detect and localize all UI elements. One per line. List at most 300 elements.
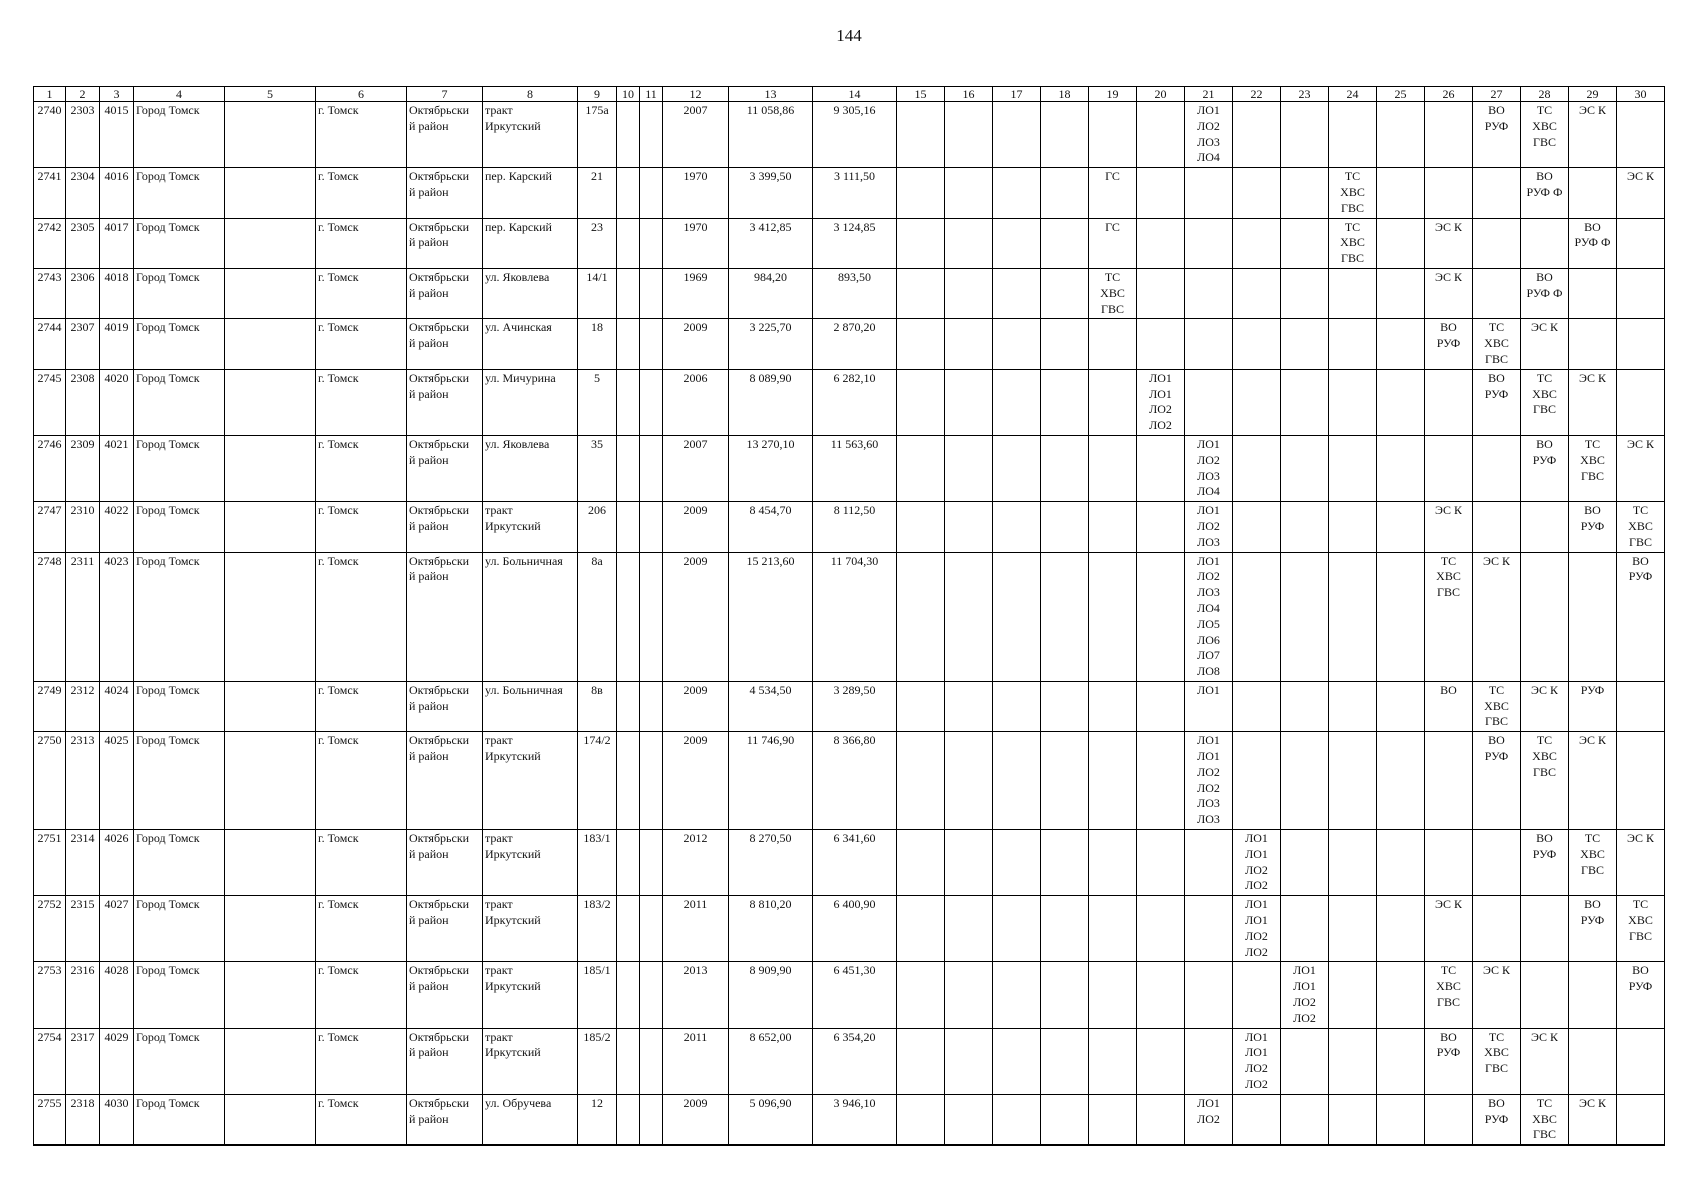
cell-house-number: 185/1 xyxy=(578,962,617,1028)
column-header: 28 xyxy=(1521,87,1569,102)
cell-municipality: Город Томск xyxy=(134,319,225,369)
column-number-header xyxy=(34,87,1665,102)
cell-record-id: 2309 xyxy=(66,435,100,501)
cell-col-19 xyxy=(1089,102,1137,168)
cell-col-22 xyxy=(1233,552,1281,681)
cell-col-22 xyxy=(1233,962,1281,1028)
cell-house-number: 21 xyxy=(578,168,617,218)
cell-object-id: 4023 xyxy=(100,552,134,681)
cell-col-30: ТС ХВС ГВС xyxy=(1617,502,1665,552)
cell-col-24 xyxy=(1329,1028,1377,1094)
cell-col-18 xyxy=(1041,218,1089,268)
cell-col-27: ВО РУФ xyxy=(1473,369,1521,435)
cell-house-number: 174/2 xyxy=(578,732,617,830)
cell-col-11 xyxy=(640,830,663,896)
cell-col-24 xyxy=(1329,962,1377,1028)
column-header: 20 xyxy=(1137,87,1185,102)
cell-col-15 xyxy=(897,369,945,435)
cell-col-23 xyxy=(1281,896,1329,962)
cell-municipality: Город Томск xyxy=(134,962,225,1028)
cell-col-18 xyxy=(1041,732,1089,830)
cell-col-26 xyxy=(1425,435,1473,501)
cell-col-21 xyxy=(1185,268,1233,318)
cell-col-18 xyxy=(1041,168,1089,218)
cell-total-area: 11 746,90 xyxy=(729,732,813,830)
cell-col-21 xyxy=(1185,896,1233,962)
cell-settlement-type xyxy=(225,102,316,168)
cell-col-17 xyxy=(993,435,1041,501)
cell-total-area: 8 454,70 xyxy=(729,502,813,552)
cell-locality: г. Томск xyxy=(316,435,407,501)
cell-house-number: 8а xyxy=(578,552,617,681)
cell-house-number: 23 xyxy=(578,218,617,268)
cell-col-27: ТС ХВС ГВС xyxy=(1473,1028,1521,1094)
cell-street: ул. Больничная xyxy=(483,681,578,731)
cell-municipality: Город Томск xyxy=(134,268,225,318)
cell-col-24 xyxy=(1329,830,1377,896)
cell-house-number: 35 xyxy=(578,435,617,501)
cell-year-built: 2006 xyxy=(663,369,729,435)
cell-col-27: ВО РУФ xyxy=(1473,732,1521,830)
cell-col-30: ВО РУФ xyxy=(1617,962,1665,1028)
cell-object-id: 4027 xyxy=(100,896,134,962)
column-header: 18 xyxy=(1041,87,1089,102)
cell-col-15 xyxy=(897,962,945,1028)
cell-object-id: 4018 xyxy=(100,268,134,318)
cell-col-24 xyxy=(1329,896,1377,962)
cell-col-25 xyxy=(1377,369,1425,435)
cell-col-20 xyxy=(1137,1094,1185,1145)
cell-year-built: 1970 xyxy=(663,218,729,268)
cell-col-15 xyxy=(897,168,945,218)
cell-col-16 xyxy=(945,319,993,369)
cell-col-27 xyxy=(1473,218,1521,268)
cell-col-24 xyxy=(1329,681,1377,731)
cell-total-area: 984,20 xyxy=(729,268,813,318)
cell-col-16 xyxy=(945,896,993,962)
cell-settlement-type xyxy=(225,552,316,681)
cell-col-24 xyxy=(1329,552,1377,681)
cell-col-15 xyxy=(897,732,945,830)
cell-col-17 xyxy=(993,102,1041,168)
cell-col-24: ТС ХВС ГВС xyxy=(1329,168,1377,218)
cell-municipality: Город Томск xyxy=(134,435,225,501)
cell-col-18 xyxy=(1041,830,1089,896)
cell-col-23 xyxy=(1281,502,1329,552)
cell-col-20 xyxy=(1137,552,1185,681)
column-header: 1 xyxy=(34,87,66,102)
cell-settlement-type xyxy=(225,1094,316,1145)
cell-col-30 xyxy=(1617,732,1665,830)
cell-col-11 xyxy=(640,502,663,552)
cell-col-10 xyxy=(617,102,640,168)
cell-col-27: ЭС К xyxy=(1473,962,1521,1028)
column-header: 29 xyxy=(1569,87,1617,102)
cell-col-26: ТС ХВС ГВС xyxy=(1425,552,1473,681)
column-header: 14 xyxy=(813,87,897,102)
cell-locality: г. Томск xyxy=(316,319,407,369)
cell-house-number: 12 xyxy=(578,1094,617,1145)
cell-col-29: ВО РУФ Ф xyxy=(1569,218,1617,268)
cell-col-10 xyxy=(617,552,640,681)
cell-col-21 xyxy=(1185,830,1233,896)
cell-record-id: 2305 xyxy=(66,218,100,268)
cell-col-11 xyxy=(640,435,663,501)
cell-col-22 xyxy=(1233,218,1281,268)
cell-record-id: 2311 xyxy=(66,552,100,681)
cell-street: ул. Больничная xyxy=(483,552,578,681)
cell-col-11 xyxy=(640,681,663,731)
table-row xyxy=(34,552,1665,681)
cell-col-28 xyxy=(1521,502,1569,552)
cell-col-26: ЭС К xyxy=(1425,896,1473,962)
cell-street: тракт Иркутский xyxy=(483,962,578,1028)
cell-object-id: 4015 xyxy=(100,102,134,168)
cell-col-19 xyxy=(1089,502,1137,552)
cell-col-20 xyxy=(1137,102,1185,168)
column-header: 23 xyxy=(1281,87,1329,102)
cell-municipality: Город Томск xyxy=(134,896,225,962)
cell-locality: г. Томск xyxy=(316,896,407,962)
cell-col-26 xyxy=(1425,168,1473,218)
column-header: 21 xyxy=(1185,87,1233,102)
cell-col-11 xyxy=(640,732,663,830)
cell-col-10 xyxy=(617,1028,640,1094)
cell-total-area: 15 213,60 xyxy=(729,552,813,681)
cell-col-22 xyxy=(1233,435,1281,501)
cell-street: ул. Обручева xyxy=(483,1094,578,1145)
cell-col-10 xyxy=(617,830,640,896)
cell-record-id: 2306 xyxy=(66,268,100,318)
column-header: 15 xyxy=(897,87,945,102)
cell-col-20 xyxy=(1137,681,1185,731)
cell-col-26: ВО xyxy=(1425,681,1473,731)
column-header: 17 xyxy=(993,87,1041,102)
cell-col-21: ЛО1 ЛО2 ЛО3 xyxy=(1185,502,1233,552)
cell-total-area: 3 399,50 xyxy=(729,168,813,218)
column-header: 24 xyxy=(1329,87,1377,102)
cell-street: тракт Иркутский xyxy=(483,1028,578,1094)
cell-record-id: 2303 xyxy=(66,102,100,168)
cell-col-11 xyxy=(640,1028,663,1094)
cell-col-21: ЛО1 ЛО2 ЛО3 ЛО4 xyxy=(1185,435,1233,501)
cell-living-area: 6 451,30 xyxy=(813,962,897,1028)
column-header: 27 xyxy=(1473,87,1521,102)
cell-district: Октябрьски й район xyxy=(407,319,483,369)
cell-col-16 xyxy=(945,435,993,501)
cell-col-28: ЭС К xyxy=(1521,319,1569,369)
cell-col-26 xyxy=(1425,1094,1473,1145)
table-row xyxy=(34,1094,1665,1145)
cell-col-27: ВО РУФ xyxy=(1473,102,1521,168)
table-row xyxy=(34,218,1665,268)
cell-object-id: 4024 xyxy=(100,681,134,731)
cell-col-28: ВО РУФ Ф xyxy=(1521,268,1569,318)
cell-col-11 xyxy=(640,218,663,268)
cell-col-21: ЛО1 ЛО2 ЛО3 ЛО4 xyxy=(1185,102,1233,168)
cell-total-area: 8 652,00 xyxy=(729,1028,813,1094)
cell-col-16 xyxy=(945,681,993,731)
table-row xyxy=(34,962,1665,1028)
cell-col-29: ВО РУФ xyxy=(1569,896,1617,962)
cell-col-23 xyxy=(1281,102,1329,168)
cell-col-30: ВО РУФ xyxy=(1617,552,1665,681)
cell-col-28: ВО РУФ Ф xyxy=(1521,168,1569,218)
cell-row-number: 2742 xyxy=(34,218,66,268)
cell-col-25 xyxy=(1377,435,1425,501)
cell-col-16 xyxy=(945,102,993,168)
table-row xyxy=(34,502,1665,552)
housing-register-table xyxy=(33,86,1665,1146)
cell-col-16 xyxy=(945,1094,993,1145)
cell-col-15 xyxy=(897,896,945,962)
cell-col-10 xyxy=(617,732,640,830)
cell-object-id: 4025 xyxy=(100,732,134,830)
cell-col-18 xyxy=(1041,896,1089,962)
cell-settlement-type xyxy=(225,369,316,435)
cell-row-number: 2745 xyxy=(34,369,66,435)
cell-row-number: 2748 xyxy=(34,552,66,681)
cell-col-21 xyxy=(1185,168,1233,218)
cell-col-10 xyxy=(617,896,640,962)
table-body xyxy=(34,102,1665,1146)
cell-col-23 xyxy=(1281,732,1329,830)
cell-col-26: ТС ХВС ГВС xyxy=(1425,962,1473,1028)
cell-district: Октябрьски й район xyxy=(407,435,483,501)
cell-settlement-type xyxy=(225,681,316,731)
cell-col-22 xyxy=(1233,502,1281,552)
cell-object-id: 4021 xyxy=(100,435,134,501)
cell-district: Октябрьски й район xyxy=(407,830,483,896)
cell-total-area: 3 225,70 xyxy=(729,319,813,369)
cell-col-26 xyxy=(1425,830,1473,896)
cell-settlement-type xyxy=(225,896,316,962)
cell-col-17 xyxy=(993,896,1041,962)
cell-living-area: 6 354,20 xyxy=(813,1028,897,1094)
cell-col-20 xyxy=(1137,218,1185,268)
cell-col-19: ТС ХВС ГВС xyxy=(1089,268,1137,318)
cell-row-number: 2741 xyxy=(34,168,66,218)
cell-col-19 xyxy=(1089,732,1137,830)
cell-col-20 xyxy=(1137,830,1185,896)
cell-col-15 xyxy=(897,319,945,369)
cell-col-28: ТС ХВС ГВС xyxy=(1521,1094,1569,1145)
cell-total-area: 3 412,85 xyxy=(729,218,813,268)
cell-col-20: ЛО1 ЛО1 ЛО2 ЛО2 xyxy=(1137,369,1185,435)
cell-col-10 xyxy=(617,168,640,218)
cell-locality: г. Томск xyxy=(316,1094,407,1145)
cell-col-23 xyxy=(1281,1094,1329,1145)
cell-col-30 xyxy=(1617,681,1665,731)
column-header: 19 xyxy=(1089,87,1137,102)
cell-row-number: 2755 xyxy=(34,1094,66,1145)
column-header: 5 xyxy=(225,87,316,102)
cell-col-17 xyxy=(993,552,1041,681)
cell-col-20 xyxy=(1137,1028,1185,1094)
cell-col-26: ВО РУФ xyxy=(1425,319,1473,369)
cell-col-23 xyxy=(1281,681,1329,731)
cell-col-17 xyxy=(993,319,1041,369)
cell-col-15 xyxy=(897,502,945,552)
cell-year-built: 1970 xyxy=(663,168,729,218)
cell-col-20 xyxy=(1137,896,1185,962)
cell-col-28 xyxy=(1521,552,1569,681)
cell-year-built: 2009 xyxy=(663,319,729,369)
cell-municipality: Город Томск xyxy=(134,502,225,552)
cell-col-17 xyxy=(993,732,1041,830)
cell-col-22 xyxy=(1233,1094,1281,1145)
cell-settlement-type xyxy=(225,168,316,218)
cell-object-id: 4022 xyxy=(100,502,134,552)
cell-col-23 xyxy=(1281,830,1329,896)
column-header: 25 xyxy=(1377,87,1425,102)
cell-col-19 xyxy=(1089,896,1137,962)
cell-col-10 xyxy=(617,681,640,731)
cell-total-area: 11 058,86 xyxy=(729,102,813,168)
cell-col-16 xyxy=(945,962,993,1028)
cell-col-10 xyxy=(617,435,640,501)
cell-year-built: 2009 xyxy=(663,732,729,830)
cell-record-id: 2314 xyxy=(66,830,100,896)
cell-row-number: 2750 xyxy=(34,732,66,830)
cell-col-22: ЛО1 ЛО1 ЛО2 ЛО2 xyxy=(1233,1028,1281,1094)
cell-col-30 xyxy=(1617,268,1665,318)
column-header: 3 xyxy=(100,87,134,102)
cell-street: ул. Яковлева xyxy=(483,435,578,501)
column-header: 2 xyxy=(66,87,100,102)
cell-col-18 xyxy=(1041,1094,1089,1145)
cell-record-id: 2318 xyxy=(66,1094,100,1145)
cell-col-19 xyxy=(1089,1028,1137,1094)
cell-col-18 xyxy=(1041,552,1089,681)
cell-col-28: ВО РУФ xyxy=(1521,830,1569,896)
cell-col-16 xyxy=(945,830,993,896)
cell-municipality: Город Томск xyxy=(134,369,225,435)
cell-row-number: 2743 xyxy=(34,268,66,318)
cell-year-built: 2011 xyxy=(663,896,729,962)
cell-col-26: ЭС К xyxy=(1425,268,1473,318)
cell-municipality: Город Томск xyxy=(134,1094,225,1145)
cell-col-24 xyxy=(1329,268,1377,318)
cell-street: пер. Карский xyxy=(483,168,578,218)
cell-col-17 xyxy=(993,218,1041,268)
cell-street: пер. Карский xyxy=(483,218,578,268)
cell-col-24 xyxy=(1329,369,1377,435)
cell-col-29: ТС ХВС ГВС xyxy=(1569,830,1617,896)
column-header: 4 xyxy=(134,87,225,102)
cell-col-25 xyxy=(1377,1028,1425,1094)
cell-col-29: ТС ХВС ГВС xyxy=(1569,435,1617,501)
cell-col-18 xyxy=(1041,319,1089,369)
cell-col-22 xyxy=(1233,732,1281,830)
cell-col-19 xyxy=(1089,681,1137,731)
cell-municipality: Город Томск xyxy=(134,1028,225,1094)
cell-col-27 xyxy=(1473,830,1521,896)
cell-district: Октябрьски й район xyxy=(407,552,483,681)
cell-col-30: ЭС К xyxy=(1617,168,1665,218)
cell-col-16 xyxy=(945,732,993,830)
cell-col-29: РУФ xyxy=(1569,681,1617,731)
cell-col-29: ЭС К xyxy=(1569,732,1617,830)
cell-col-27: ЭС К xyxy=(1473,552,1521,681)
cell-col-28 xyxy=(1521,962,1569,1028)
cell-col-11 xyxy=(640,896,663,962)
cell-settlement-type xyxy=(225,268,316,318)
cell-settlement-type xyxy=(225,830,316,896)
cell-col-30: ЭС К xyxy=(1617,435,1665,501)
cell-col-17 xyxy=(993,369,1041,435)
column-header: 11 xyxy=(640,87,663,102)
cell-municipality: Город Томск xyxy=(134,681,225,731)
cell-col-21 xyxy=(1185,218,1233,268)
cell-object-id: 4019 xyxy=(100,319,134,369)
column-header: 10 xyxy=(617,87,640,102)
cell-municipality: Город Томск xyxy=(134,168,225,218)
cell-col-29: ВО РУФ xyxy=(1569,502,1617,552)
cell-col-30 xyxy=(1617,369,1665,435)
cell-col-20 xyxy=(1137,962,1185,1028)
cell-col-15 xyxy=(897,102,945,168)
cell-locality: г. Томск xyxy=(316,732,407,830)
cell-col-25 xyxy=(1377,218,1425,268)
cell-col-15 xyxy=(897,830,945,896)
cell-year-built: 2007 xyxy=(663,435,729,501)
cell-col-22 xyxy=(1233,369,1281,435)
cell-col-23 xyxy=(1281,268,1329,318)
cell-col-17 xyxy=(993,268,1041,318)
cell-settlement-type xyxy=(225,435,316,501)
cell-col-26 xyxy=(1425,102,1473,168)
cell-col-27 xyxy=(1473,268,1521,318)
cell-col-18 xyxy=(1041,502,1089,552)
cell-living-area: 8 112,50 xyxy=(813,502,897,552)
cell-year-built: 2009 xyxy=(663,681,729,731)
cell-living-area: 893,50 xyxy=(813,268,897,318)
cell-row-number: 2746 xyxy=(34,435,66,501)
cell-col-21 xyxy=(1185,369,1233,435)
cell-col-26 xyxy=(1425,369,1473,435)
cell-house-number: 5 xyxy=(578,369,617,435)
cell-record-id: 2304 xyxy=(66,168,100,218)
cell-col-17 xyxy=(993,1094,1041,1145)
cell-district: Октябрьски й район xyxy=(407,681,483,731)
cell-col-18 xyxy=(1041,102,1089,168)
cell-col-15 xyxy=(897,218,945,268)
cell-col-17 xyxy=(993,1028,1041,1094)
cell-col-18 xyxy=(1041,369,1089,435)
cell-record-id: 2315 xyxy=(66,896,100,962)
cell-col-24: ТС ХВС ГВС xyxy=(1329,218,1377,268)
table-row xyxy=(34,268,1665,318)
cell-total-area: 8 089,90 xyxy=(729,369,813,435)
cell-col-30 xyxy=(1617,102,1665,168)
cell-total-area: 4 534,50 xyxy=(729,681,813,731)
cell-col-25 xyxy=(1377,896,1425,962)
cell-total-area: 8 909,90 xyxy=(729,962,813,1028)
cell-district: Октябрьски й район xyxy=(407,962,483,1028)
cell-col-23: ЛО1 ЛО1 ЛО2 ЛО2 xyxy=(1281,962,1329,1028)
cell-col-22: ЛО1 ЛО1 ЛО2 ЛО2 xyxy=(1233,896,1281,962)
cell-col-15 xyxy=(897,1094,945,1145)
cell-col-11 xyxy=(640,102,663,168)
cell-col-26: ЭС К xyxy=(1425,218,1473,268)
cell-col-28: ТС ХВС ГВС xyxy=(1521,732,1569,830)
cell-col-20 xyxy=(1137,502,1185,552)
cell-col-29 xyxy=(1569,962,1617,1028)
table-row xyxy=(34,168,1665,218)
cell-locality: г. Томск xyxy=(316,218,407,268)
cell-col-23 xyxy=(1281,1028,1329,1094)
